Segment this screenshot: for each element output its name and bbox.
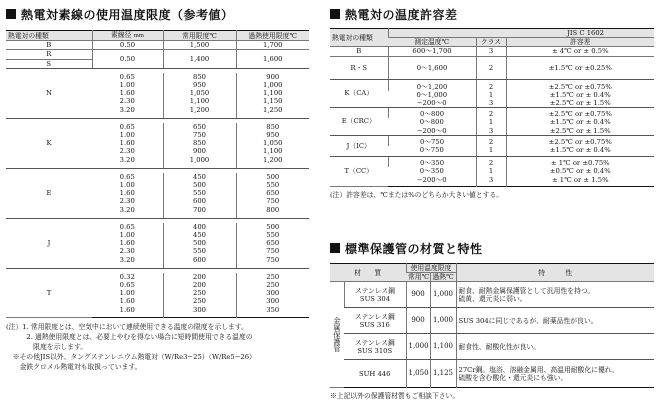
table-cell: ステンレス鋼 xyxy=(355,286,395,295)
table-cell: 耐食性、耐酸化性が良い。 xyxy=(456,334,654,360)
table-cell: 1,000 xyxy=(406,334,430,360)
th-measuring-temp: 測定温度℃ xyxy=(388,38,476,47)
table-cell: 0〜350 xyxy=(388,157,476,168)
left-title-text: 熱電対素線の使用温度限度（参考値） xyxy=(21,7,234,22)
table-cell: 3.20 xyxy=(92,256,163,269)
table-cell: 0〜800 xyxy=(388,108,476,119)
table-cell: 0.65 xyxy=(119,122,135,131)
right-top-section-title xyxy=(330,6,655,22)
th-jis-standard: JIS C 1602 xyxy=(388,29,654,38)
table-cell: 850 xyxy=(236,123,309,131)
table-cell: 0.65 xyxy=(119,222,135,231)
table-cell: 500 xyxy=(236,223,309,231)
table-row xyxy=(330,135,654,146)
table-cell: 1,000 xyxy=(430,282,456,308)
th-material: 材 質 xyxy=(330,264,406,282)
table-row xyxy=(6,41,309,50)
table-cell: ± 4℃ or ± 0.5% xyxy=(506,47,654,56)
right-bottom-section-title xyxy=(330,240,655,256)
table-cell: 3.20 xyxy=(92,156,163,169)
table-cell: 2.30 xyxy=(119,247,135,256)
table-cell: 耐食、耐熱金属保護管として汎用性を持つ。 xyxy=(458,286,595,295)
table-cell: 1 xyxy=(476,146,506,157)
type-cell: N xyxy=(6,68,92,118)
type-cell: B xyxy=(330,47,388,56)
cell: 1,500 xyxy=(163,41,236,50)
table-cell: 750 xyxy=(236,256,309,269)
table-cell: 250 xyxy=(163,289,236,297)
table-row xyxy=(330,56,654,79)
table-cell: 2.30 xyxy=(119,147,135,156)
type-cell: J（IC） xyxy=(330,135,388,156)
type-cell: T xyxy=(6,268,92,317)
table-cell: 3 xyxy=(476,176,506,187)
type-cell: T（CC） xyxy=(330,157,388,187)
table-cell: 2.30 xyxy=(119,197,135,206)
table-cell: 0〜1,600 xyxy=(388,56,476,79)
table-cell: 950 xyxy=(163,81,236,89)
table-cell: 素線径 xyxy=(111,31,132,39)
table-cell: 550 xyxy=(163,247,236,255)
table-cell: 550 xyxy=(236,181,309,189)
table-cell: 650 xyxy=(236,189,309,197)
table-cell: 400 xyxy=(163,223,236,231)
table-cell: 0〜750 xyxy=(388,146,476,157)
table-cell: 1,200 xyxy=(163,106,236,119)
type-cell: R xyxy=(6,50,92,59)
table-cell: 800 xyxy=(236,206,309,219)
table-row xyxy=(330,47,654,56)
type-cell: E xyxy=(6,168,92,218)
table-cell: 650 xyxy=(163,123,236,131)
table-cell: 1.00 xyxy=(119,181,135,190)
table-cell: 750 xyxy=(163,131,236,139)
table-cell: 1.60 xyxy=(119,139,135,148)
table-cell: ±1.5℃ or ±0.25% xyxy=(506,56,654,79)
table-cell: 1,250 xyxy=(236,106,309,119)
table-cell: 0〜800 xyxy=(419,118,444,127)
table-cell: 1,100 xyxy=(236,147,309,155)
type-cell: J xyxy=(6,218,92,268)
table-cell: 900 xyxy=(406,308,430,334)
note-line: 2. 過熱使用限度とは、必要上やむを得ない場合に短時間使用できる温度の xyxy=(6,332,253,341)
table-cell: 硫酸を含む酸化・還元炎にも強い。 xyxy=(458,373,568,382)
cell: 1,600 xyxy=(236,50,309,68)
table-cell: 250 xyxy=(163,297,236,305)
table-cell: 300 xyxy=(236,297,309,305)
th-tolerance: 許容差 xyxy=(506,38,654,47)
cell: 0.50 xyxy=(92,41,163,50)
note-line: ※その他JIS以外、タングステンレニウム熱電対（W/Re3−25）（W/Re5−26） xyxy=(6,352,256,361)
table-cell: 0〜1,200 xyxy=(388,79,476,91)
table-cell: 1 xyxy=(476,91,506,99)
table-cell: 3.20 xyxy=(92,106,163,119)
table-cell: ±2.5℃ or ±0.75% xyxy=(506,135,654,146)
usage-temp-limit-table xyxy=(6,30,309,318)
table-cell: 27Cr鋼。塩浴、溶融金属用、高温用耐酸化に優れ、 xyxy=(458,365,619,374)
table-cell: 1,050 xyxy=(163,89,236,97)
table-cell: 1,200 xyxy=(236,156,309,169)
table-cell: 1,125 xyxy=(430,360,456,388)
left-table-header xyxy=(6,31,309,41)
table-cell: 550 xyxy=(163,189,236,197)
table-cell: SUS 304 xyxy=(359,294,391,303)
table-cell: 250 xyxy=(236,281,309,289)
th-overheat: 過熱℃ xyxy=(430,273,456,282)
type-cell: K（CA） xyxy=(330,79,388,108)
table-cell: 200 xyxy=(163,273,236,281)
table-cell: 650 xyxy=(236,239,309,247)
tolerance-note: (注）許容差は、℃または%のどちらか大きい値とする。 xyxy=(330,190,504,199)
table-cell: −200〜0 xyxy=(388,99,476,108)
table-cell: ステンレス鋼 xyxy=(354,312,395,321)
table-cell: 3.20 xyxy=(92,206,163,219)
table-cell: 750 xyxy=(236,197,309,205)
square-bullet-icon xyxy=(330,9,340,19)
type-cell: S xyxy=(6,59,92,68)
table-cell: 2 xyxy=(476,108,506,119)
table-row xyxy=(330,334,654,360)
left-panel xyxy=(6,6,314,372)
type-cell: R・S xyxy=(330,56,388,79)
table-cell: 3 xyxy=(476,99,506,108)
protection-tube-table xyxy=(330,263,654,388)
th-overheat-limit: 過熱使用限度℃ xyxy=(236,31,309,41)
table-cell: 500 xyxy=(163,239,236,247)
table-cell: 550 xyxy=(236,231,309,239)
table-cell: 1,050 xyxy=(406,360,430,388)
type-cell: K xyxy=(6,118,92,168)
table-cell: mm xyxy=(133,33,144,39)
table-cell: 1 xyxy=(476,118,506,126)
table-cell: 950 xyxy=(236,131,309,139)
table-cell: 900 xyxy=(163,147,236,155)
right-top-title-text: 熱電対の温度許容差 xyxy=(345,7,458,22)
table-row xyxy=(330,282,654,308)
right-bottom-panel xyxy=(330,240,655,401)
table-cell: ±1.5℃ or ± 0.4% xyxy=(506,118,654,126)
table-cell: ± 1℃ or ±0.75% xyxy=(506,157,654,168)
table-cell: 0〜350 xyxy=(419,167,444,176)
table-cell: ±2.5℃ or ±0.75% xyxy=(506,79,654,91)
table-cell: −200〜0 xyxy=(416,175,447,184)
th-usage-limit: 使用温度限度 xyxy=(406,264,456,273)
th-wire-diameter xyxy=(92,31,163,41)
table-cell: 500 xyxy=(163,181,236,189)
tolerance-header-row-1 xyxy=(330,29,654,38)
table-cell: ±1.5℃ or ± 0.4% xyxy=(506,91,654,99)
table-cell: 1,100 xyxy=(430,334,456,360)
table-cell: ±2.5℃ or ± 1.5% xyxy=(506,127,654,136)
table-cell: 0.65 xyxy=(119,72,135,81)
table-cell: 2 xyxy=(476,56,506,79)
table-cell: 2 xyxy=(476,157,506,168)
th-class: クラス xyxy=(476,38,506,47)
table-row xyxy=(330,79,654,91)
table-cell: 1,100 xyxy=(236,89,309,97)
table-cell: 750 xyxy=(236,247,309,255)
table-cell: 3 xyxy=(476,127,506,136)
table-cell: 600〜1,700 xyxy=(388,47,476,56)
table-cell: SUS 310S xyxy=(357,346,393,355)
table-row xyxy=(330,308,654,334)
th-thermocouple-type: 熱電対の種類 xyxy=(330,29,388,47)
table-cell: 500 xyxy=(236,173,309,181)
table-cell: 1.60 xyxy=(119,89,135,98)
table-cell: 850 xyxy=(163,73,236,81)
table-cell: 1,150 xyxy=(236,97,309,105)
cell: 0.50 xyxy=(92,50,163,68)
table-cell: 1.00 xyxy=(119,131,135,140)
cell: 1,400 xyxy=(163,50,236,68)
table-cell: 600 xyxy=(163,197,236,205)
table-cell: 300 xyxy=(163,306,236,318)
table-cell: SUS 316 xyxy=(359,320,390,329)
table-cell: 1,000 xyxy=(430,308,456,334)
table-cell: 1 xyxy=(476,167,506,175)
table-row xyxy=(6,50,309,59)
left-section-title xyxy=(6,6,314,22)
table-cell: 350 xyxy=(236,306,309,318)
cell: 1,700 xyxy=(236,41,309,50)
table-cell: 0.65 xyxy=(119,172,135,181)
table-cell: 1,100 xyxy=(163,97,236,105)
left-notes xyxy=(6,322,314,372)
square-bullet-icon xyxy=(6,9,16,19)
table-cell: 1.00 xyxy=(119,231,135,240)
table-cell: 900 xyxy=(236,73,309,81)
type-cell: B xyxy=(6,41,92,50)
table-cell: 0〜1,000 xyxy=(416,90,448,99)
table-cell: 3 xyxy=(476,47,506,56)
table-cell: 850 xyxy=(163,139,236,147)
table-cell: 2.30 xyxy=(119,97,135,106)
table-cell: 1.60 xyxy=(119,239,135,248)
table-cell: ±0.5℃ or ± 0.4% xyxy=(506,167,654,175)
table-cell: 1.60 xyxy=(119,189,135,198)
table-cell: 0.65 xyxy=(119,281,135,290)
table-cell: 2 xyxy=(476,135,506,146)
table-cell: SUH 446 xyxy=(359,369,391,378)
table-cell: 450 xyxy=(163,173,236,181)
th-thermocouple-type: 熱電対の種類 xyxy=(6,31,92,41)
square-bullet-icon xyxy=(330,243,340,253)
type-cell: E（CRC） xyxy=(330,108,388,136)
tube-header-row-1 xyxy=(330,264,654,273)
th-characteristics: 特 性 xyxy=(456,264,654,282)
note-line: 金鉄クロメル熱電対も取扱っています。 xyxy=(6,362,142,371)
table-cell: 硫黄、還元炎に弱い。 xyxy=(458,294,527,303)
table-cell: SUS 304に同じであるが、耐薬品性が良い。 xyxy=(456,308,654,334)
right-top-panel xyxy=(330,6,655,200)
table-row xyxy=(330,360,654,388)
table-row xyxy=(330,157,654,168)
table-cell: 1,000 xyxy=(163,156,236,169)
table-cell: 0.32 xyxy=(119,272,135,281)
table-cell: 1.60 xyxy=(119,305,135,314)
table-cell: 1,050 xyxy=(236,139,309,147)
table-cell: 250 xyxy=(236,273,309,281)
right-bottom-title-text: 標準保護管の材質と特性 xyxy=(345,241,483,256)
table-cell: ステンレス鋼 xyxy=(354,338,395,347)
table-cell: 700 xyxy=(163,206,236,219)
table-cell: ±2.5℃ or ±0.75% xyxy=(506,108,654,119)
note-line: 限度を示します。 xyxy=(6,342,88,351)
table-cell: 1.00 xyxy=(119,81,135,90)
table-row xyxy=(330,108,654,119)
table-cell: 1,000 xyxy=(236,81,309,89)
th-normal-limit: 常用限度℃ xyxy=(163,31,236,41)
table-cell: ±2.5℃ or ± 1.5% xyxy=(506,99,654,108)
table-cell: ±1.5℃ or ± 0.4% xyxy=(506,146,654,157)
table-cell: −200〜0 xyxy=(388,127,476,136)
table-cell: 0〜750 xyxy=(388,135,476,146)
table-cell: 450 xyxy=(163,231,236,239)
table-cell: 900 xyxy=(406,282,430,308)
table-cell: 300 xyxy=(236,289,309,297)
table-cell: 1.00 xyxy=(119,289,135,298)
tube-note: ※上記以外の保護管材質もご相談下さい。 xyxy=(330,392,460,401)
note-line: (注）1. 常用限度とは、空気中において連続使用できる温度の限度を示します。 xyxy=(6,322,248,331)
th-normal: 常用℃ xyxy=(408,273,430,282)
table-cell: 600 xyxy=(163,256,236,269)
table-cell: 1.60 xyxy=(119,297,135,306)
tolerance-table xyxy=(330,28,654,187)
metal-tube-group-label: 金属保護管 xyxy=(330,282,344,388)
table-cell: 2 xyxy=(476,79,506,91)
table-cell: ± 1℃ or ± 1.5% xyxy=(506,176,654,187)
table-cell: 200 xyxy=(163,281,236,289)
